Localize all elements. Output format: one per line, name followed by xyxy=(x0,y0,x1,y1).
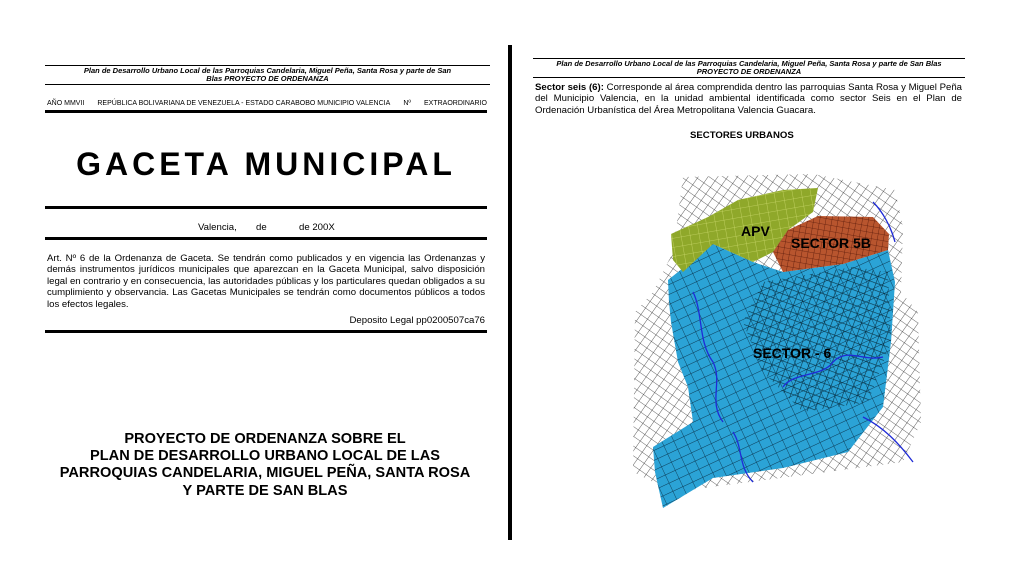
project-title-line3: PARROQUIAS CANDELARIA, MIGUEL PEÑA, SANTA ROSA xyxy=(59,465,471,482)
dateline-city: Valencia, xyxy=(198,222,237,233)
right-running-header-line2: PROYECTO DE ORDENANZA xyxy=(696,67,802,76)
project-title-line2: PLAN DE DESARROLLO URBANO LOCAL DE LAS xyxy=(90,448,440,465)
right-running-header-line1: Plan de Desarrollo Urbano Local de las Parroquias Candelaria, Miguel Peña, Santa Rosa y parte de San Blas xyxy=(556,59,942,68)
left-running-header-line2: Blas PROYECTO DE ORDENANZA xyxy=(206,74,329,83)
masthead-top-rule xyxy=(45,110,487,113)
map-label-sector-6: SECTOR - 6 xyxy=(753,345,832,361)
dateline-de: de xyxy=(256,222,267,233)
page-divider xyxy=(508,45,512,540)
map-label-sector-5b: SECTOR 5B xyxy=(791,235,871,251)
left-header-bottom-rule xyxy=(45,84,490,85)
sector-text: Corresponde al área comprendida dentro las parroquias Santa Rosa y Miguel Peña del Municipio Valencia, en la unidad ambiental identificada como sector Seis en el Plan de Ordenación Urbanística del Área Metropolitana Valencia Guacara. xyxy=(535,82,962,116)
article-text: Art. Nº 6 de la Ordenanza de Gaceta. Se tendrán como publicados y en vigencia las Ordenanzas y demás instrumentos jurídicos municipales que aparezcan en la Gaceta Municipal, salvo disposición legal en contrario y en consecuencia, las autoridades públicas y los particulares quedan obligados a su cumplimiento y observancia. Las Gacetas Municipales se tendrán como documentos públicos a todos los efectos legales. xyxy=(47,253,485,310)
issue-number: Nº xyxy=(403,100,411,107)
right-running-header xyxy=(533,60,965,76)
project-title xyxy=(35,431,495,500)
masthead-bottom-rule xyxy=(45,206,487,209)
right-header-bottom-rule xyxy=(533,77,965,78)
masthead: GACETA MUNICIPAL xyxy=(76,146,456,182)
left-running-header-line1: Plan de Desarrollo Urbano Local de las Parroquias Candelaria, Miguel Peña, Santa Rosa y parte de San xyxy=(83,66,452,75)
map-label-apv: APV xyxy=(741,223,770,239)
article-bottom-rule xyxy=(45,330,487,333)
map-title: SECTORES URBANOS xyxy=(690,130,794,141)
article-top-rule xyxy=(45,237,487,240)
sector-paragraph xyxy=(535,82,962,116)
dateline-year: de 200X xyxy=(299,222,335,233)
sector-6-area xyxy=(653,244,895,508)
issue-line xyxy=(47,100,487,107)
project-title-line1: PROYECTO DE ORDENANZA SOBRE EL xyxy=(124,431,406,447)
sector-heading: Sector seis (6): xyxy=(535,82,604,93)
deposit-legal: Deposito Legal pp0200507ca76 xyxy=(349,315,485,326)
project-title-line4: Y PARTE DE SAN BLAS xyxy=(182,482,348,499)
issue-state: REPÚBLICA BOLIVARIANA DE VENEZUELA - ESTADO CARABOBO MUNICIPIO VALENCIA xyxy=(97,100,391,107)
issue-year: AÑO MMVII xyxy=(47,100,85,107)
left-running-header xyxy=(45,67,490,83)
issue-type: EXTRAORDINARIO xyxy=(423,100,487,107)
sectors-map xyxy=(633,172,925,524)
